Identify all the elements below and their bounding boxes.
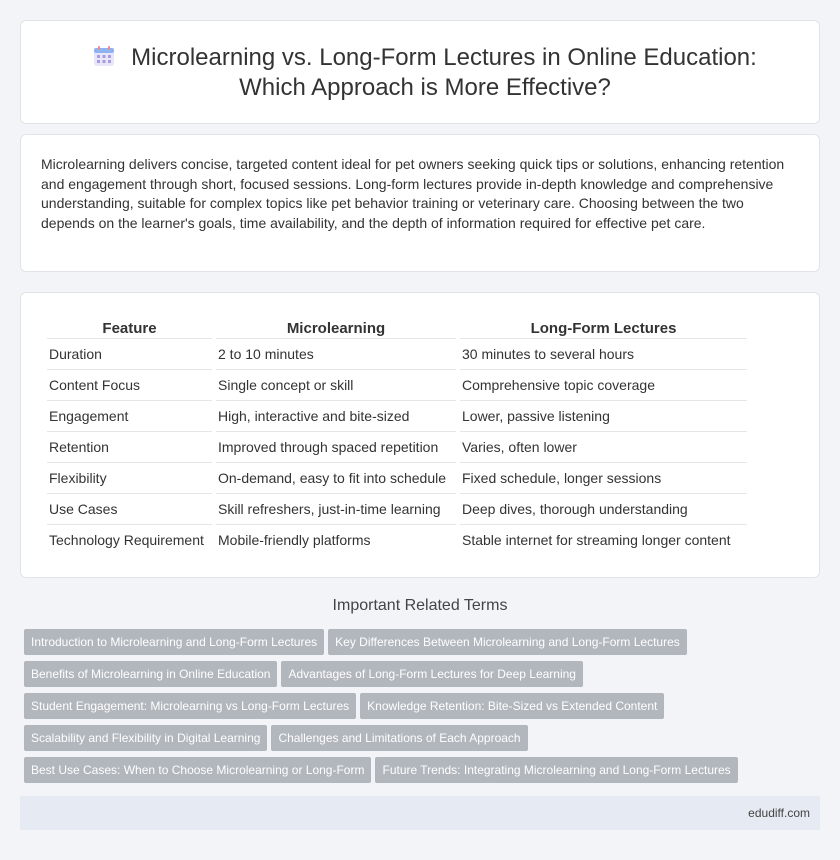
table-cell: On-demand, easy to fit into schedule (216, 462, 456, 493)
table-row (47, 493, 747, 524)
related-term-tag[interactable]: Challenges and Limitations of Each Approach (271, 725, 527, 751)
related-term-tag[interactable]: Benefits of Microlearning in Online Education (24, 661, 277, 687)
table-cell: Duration (47, 338, 212, 369)
table-cell: Single concept or skill (216, 369, 456, 400)
table-cell: Comprehensive topic coverage (460, 369, 747, 400)
intro-paragraph: Microlearning delivers concise, targeted content ideal for pet owners seeking quick tips or solutions, enhancing retention and engagement through short, focused sessions. Long-form lectures provide in-depth knowledge and comprehensive understanding, suitable for complex topics like pet behavior training or veterinary care. Choosing between the two depends on the learner's goals, time availability, and the depth of information required for effective pet care. (41, 156, 785, 231)
footer-site-link[interactable]: edudiff.com (748, 806, 810, 820)
table-cell: Engagement (47, 400, 212, 431)
column-header-feature: Feature (102, 320, 157, 337)
related-terms-list (24, 629, 824, 789)
related-term-tag[interactable]: Future Trends: Integrating Microlearning and Long-Form Lectures (375, 757, 737, 783)
table-cell: Flexibility (47, 462, 212, 493)
related-term-tag[interactable]: Scalability and Flexibility in Digital Learning (24, 725, 267, 751)
related-term-tag[interactable]: Advantages of Long-Form Lectures for Deep Learning (281, 661, 583, 687)
related-term-tag[interactable]: Best Use Cases: When to Choose Microlearning or Long-Form (24, 757, 371, 783)
table-cell: Technology Requirement (47, 524, 212, 555)
related-term-tag[interactable]: Student Engagement: Microlearning vs Long-Form Lectures (24, 693, 356, 719)
related-terms-heading: Important Related Terms (332, 597, 508, 614)
table-cell: Content Focus (47, 369, 212, 400)
table-cell: 2 to 10 minutes (216, 338, 456, 369)
title-card (20, 20, 820, 124)
table-cell: Deep dives, thorough understanding (460, 493, 747, 524)
table-header-row (47, 315, 747, 338)
table-row (47, 400, 747, 431)
page-title (61, 43, 789, 103)
calendar-icon (93, 45, 115, 67)
table-cell: Lower, passive listening (460, 400, 747, 431)
related-term-tag[interactable]: Knowledge Retention: Bite-Sized vs Extended Content (360, 693, 664, 719)
table-cell: Improved through spaced repetition (216, 431, 456, 462)
intro-card (20, 134, 820, 272)
table-row (47, 524, 747, 555)
table-cell: Use Cases (47, 493, 212, 524)
table-cell: Fixed schedule, longer sessions (460, 462, 747, 493)
table-cell: Retention (47, 431, 212, 462)
table-row (47, 338, 747, 369)
column-header-microlearning: Microlearning (286, 320, 386, 337)
table-row (47, 431, 747, 462)
page-title-text: Microlearning vs. Long-Form Lectures in Online Education: Which Approach is More Effective? (131, 44, 757, 101)
table-cell: 30 minutes to several hours (460, 338, 747, 369)
related-term-tag[interactable]: Introduction to Microlearning and Long-Form Lectures (24, 629, 324, 655)
table-cell: Stable internet for streaming longer content (460, 524, 747, 555)
related-term-tag[interactable]: Key Differences Between Microlearning and Long-Form Lectures (328, 629, 687, 655)
table-cell: Skill refreshers, just-in-time learning (216, 493, 456, 524)
table-row (47, 369, 747, 400)
comparison-table (43, 315, 751, 555)
column-header-long-form: Long-Form Lectures (530, 320, 677, 337)
comparison-card (20, 292, 820, 578)
table-row (47, 462, 747, 493)
table-cell: Varies, often lower (460, 431, 747, 462)
table-cell: High, interactive and bite-sized (216, 400, 456, 431)
table-cell: Mobile-friendly platforms (216, 524, 456, 555)
footer (20, 796, 820, 830)
